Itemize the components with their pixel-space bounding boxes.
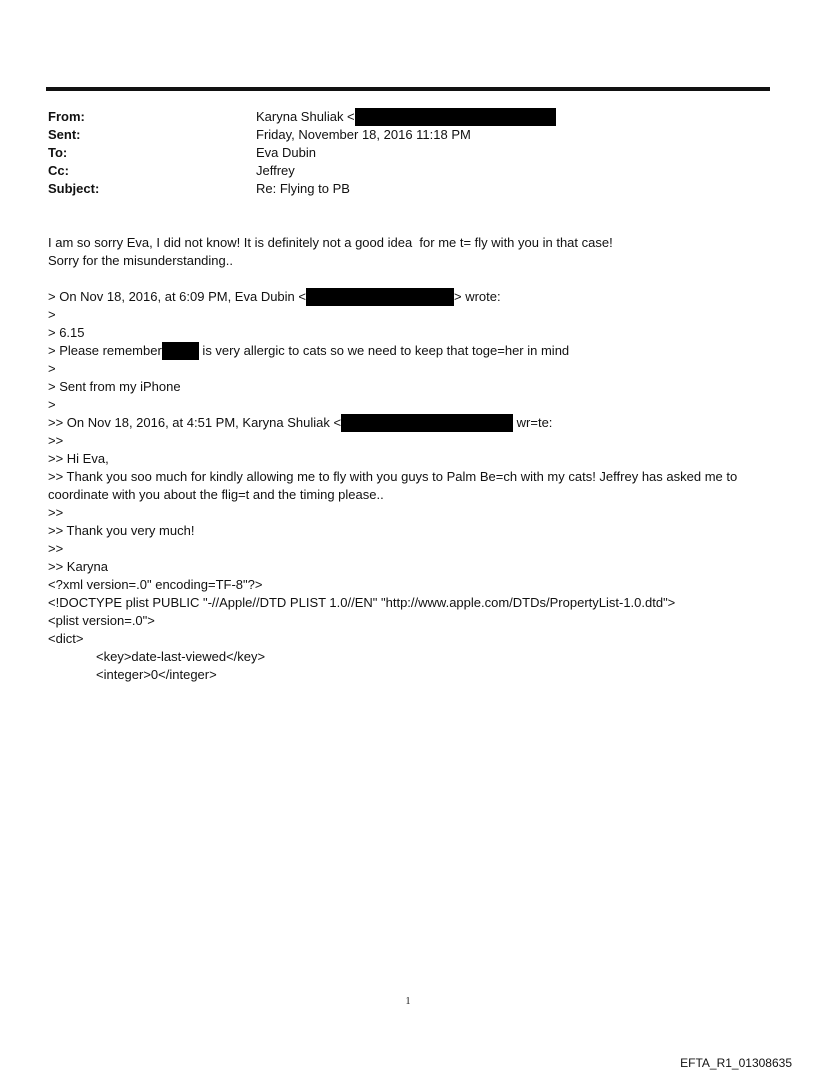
xml-line: <?xml version=.0" encoding=TF-8"?> xyxy=(48,577,263,592)
quoted-line xyxy=(48,342,773,360)
body-paragraph: Sorry for the misunderstanding.. xyxy=(48,253,233,268)
email-header xyxy=(48,108,768,198)
to-row xyxy=(48,144,768,162)
quoted-text: > Please remember xyxy=(48,343,162,358)
xml-line: <dict> xyxy=(48,631,84,646)
quoted-text: is very allergic to cats so we need to keep that toge=her in mind xyxy=(198,343,570,358)
quoted-text: > On Nov 18, 2016, at 6:09 PM, Eva Dubin < xyxy=(48,289,306,304)
quoted-line: >> xyxy=(48,505,64,520)
quoted-line: > xyxy=(48,361,56,376)
quoted-line: >> Hi Eva, xyxy=(48,451,109,466)
cc-label: Cc: xyxy=(48,163,69,178)
sent-label: Sent: xyxy=(48,127,81,142)
quoted-line: >> xyxy=(48,433,64,448)
quoted-line: > Sent from my iPhone xyxy=(48,379,181,394)
email-body xyxy=(48,234,773,684)
body-paragraph: I am so sorry Eva, I did not know! It is definitely not a good idea for me t= fly with you in that case! xyxy=(48,235,613,250)
blank-line xyxy=(48,270,773,288)
sent-row xyxy=(48,126,768,144)
to-value: Eva Dubin xyxy=(256,145,316,160)
cc-row xyxy=(48,162,768,180)
cc-value: Jeffrey xyxy=(256,163,295,178)
quoted-line: >> Thank you very much! xyxy=(48,523,195,538)
quoted-line xyxy=(48,288,773,306)
xml-line: <integer>0</integer> xyxy=(96,667,217,682)
from-row xyxy=(48,108,768,126)
quoted-line xyxy=(48,414,773,432)
redaction-box xyxy=(162,342,199,360)
xml-line: <key>date-last-viewed</key> xyxy=(96,649,266,664)
quoted-line: >> Thank you soo much for kindly allowing me to fly with you guys to Palm Be=ch with my cats! Jeffrey has asked me to coordinate with you about the flig=t and the timing please.. xyxy=(48,469,741,502)
from-name: Karyna Shuliak < xyxy=(256,109,355,124)
quoted-text: > wrote: xyxy=(454,289,501,304)
quoted-line: >> Karyna xyxy=(48,559,108,574)
quoted-line: > 6.15 xyxy=(48,325,85,340)
quoted-line: > xyxy=(48,307,56,322)
to-label: To: xyxy=(48,145,68,160)
from-label: From: xyxy=(48,109,85,124)
quoted-line: >> xyxy=(48,541,64,556)
xml-line: <!DOCTYPE plist PUBLIC "-//Apple//DTD PLIST 1.0//EN" "http://www.apple.com/DTDs/PropertyList-1.0.dtd"> xyxy=(48,595,676,610)
from-value xyxy=(256,108,768,126)
quoted-text: >> On Nov 18, 2016, at 4:51 PM, Karyna Shuliak < xyxy=(48,415,342,430)
header-rule xyxy=(46,87,770,91)
subject-label: Subject: xyxy=(48,181,100,196)
bates-number: EFTA_R1_01308635 xyxy=(680,1056,792,1070)
redaction-box xyxy=(306,288,454,306)
subject-value: Re: Flying to PB xyxy=(256,181,350,196)
subject-row xyxy=(48,180,768,198)
redaction-box xyxy=(341,414,513,432)
xml-line: <plist version=.0"> xyxy=(48,613,155,628)
redaction-box xyxy=(355,108,556,126)
quoted-text: wr=te: xyxy=(513,415,553,430)
sent-value: Friday, November 18, 2016 11:18 PM xyxy=(256,127,471,142)
quoted-line: > xyxy=(48,397,56,412)
page-number: 1 xyxy=(405,996,411,1007)
